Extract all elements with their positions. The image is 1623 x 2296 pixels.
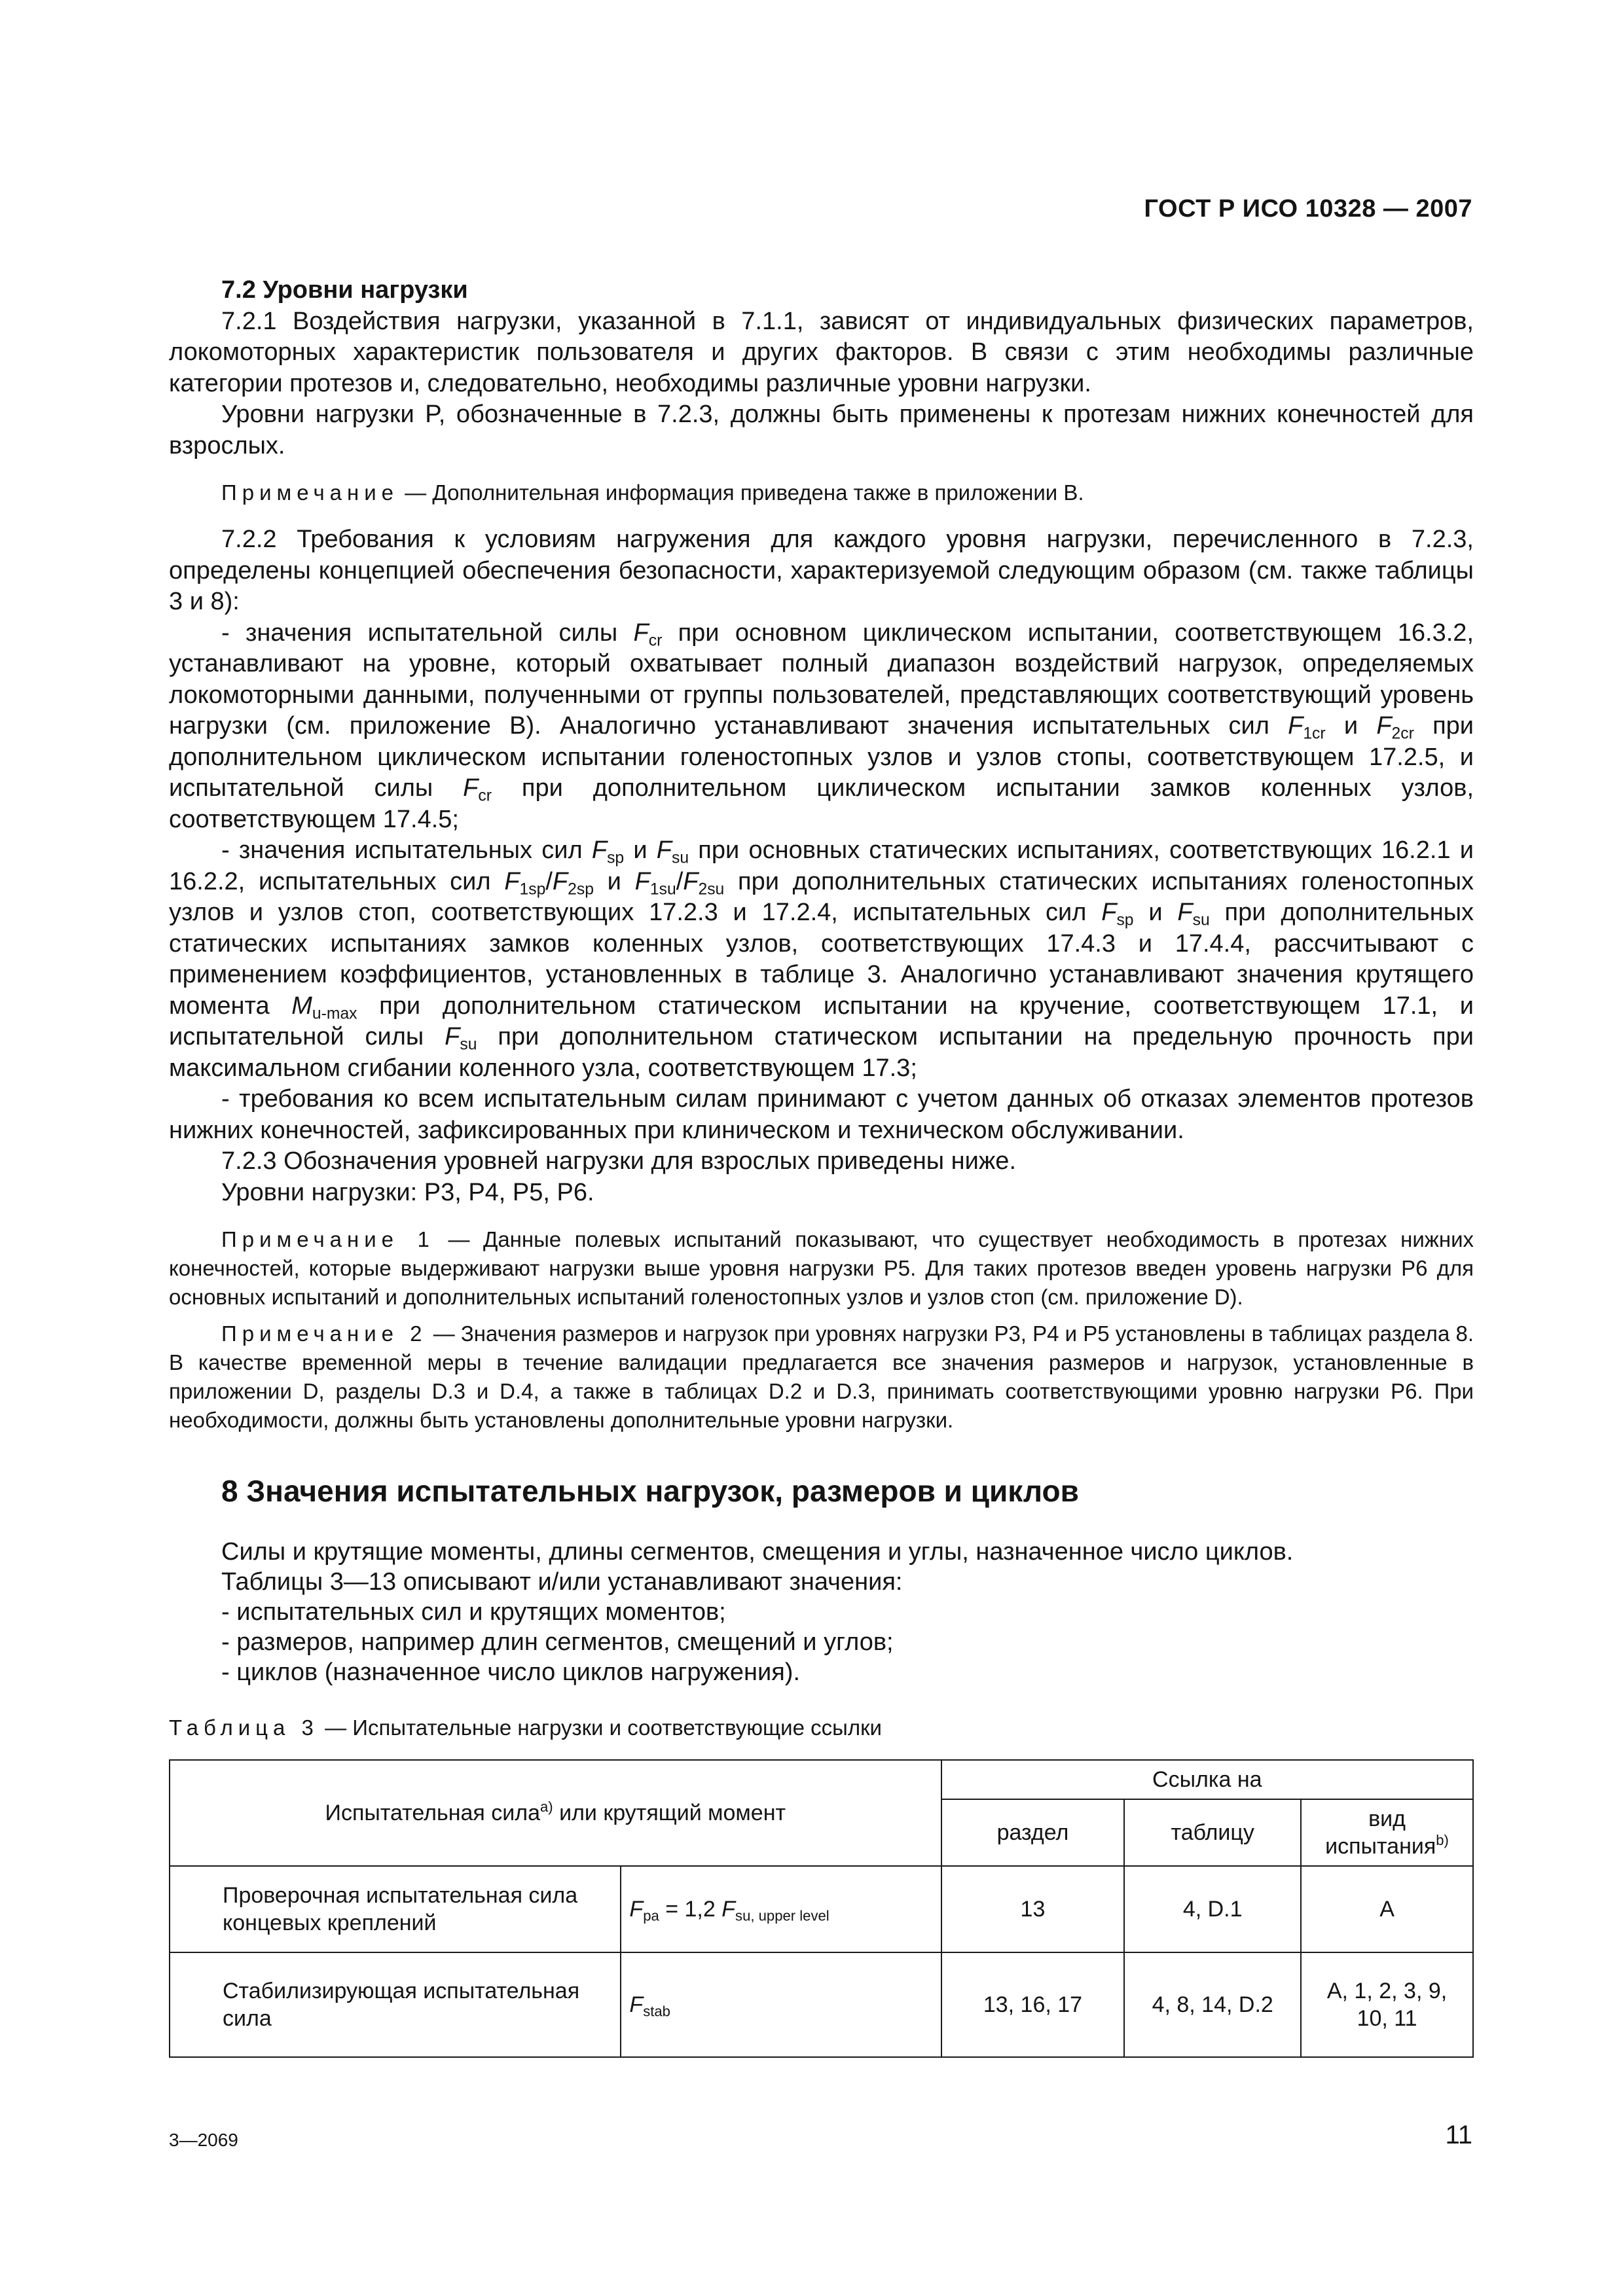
table-3 bbox=[169, 1759, 1474, 2058]
header-test-type: вид испытания$^{b)}$ bbox=[1301, 1799, 1473, 1866]
page-content bbox=[169, 275, 1474, 2058]
subsection-heading-7-2: 7.2 Уровни нагрузки bbox=[221, 276, 468, 304]
row-symbol: $F_{pa} = 1,2$ $F_{su, upper level}$ bbox=[621, 1866, 941, 1952]
table-caption: Таблица 3 — Испытательные нагрузки и соответствующие ссылки bbox=[169, 1715, 882, 1740]
note-2: Примечание 2 — Значения размеров и нагрузок при уровнях нагрузки P3, P4 и P5 установлены в таблицах раздела 8. В качестве временной меры в течение валидации предлагается все значения размеров и нагрузок, установленные в приложении D, разделы D.3 и D.4, а также в таблицах D.2 и D.3, принимать соответствующими уровню нагрузки P6. При необходимости, должны быть установлены дополнительные уровни нагрузки. bbox=[169, 1321, 1474, 1432]
document-header: ГОСТ Р ИСО 10328 — 2007 bbox=[1144, 195, 1472, 223]
load-levels: Уровни нагрузки: P3, P4, P5, P6. bbox=[221, 1178, 594, 1206]
table-row bbox=[170, 1952, 1473, 2057]
section-8-intro: Силы и крутящие моменты, длины сегментов, смещения и углы, назначенное число циклов. bbox=[221, 1538, 1294, 1566]
list-item: - испытательных сил и крутящих моментов; bbox=[221, 1598, 726, 1626]
paragraph-7-2-1-b: Уровни нагрузки P, обозначенные в 7.2.3, должны быть применены к протезам нижних конечностей для взрослых. bbox=[169, 401, 1474, 459]
row-name: Проверочная испытательная сила концевых креплений bbox=[170, 1866, 621, 1952]
list-item: - циклов (назначенное число циклов нагружения). bbox=[221, 1659, 801, 1686]
note: Примечание — Дополнительная информация приведена также в приложении B. bbox=[221, 480, 1084, 505]
header-reference: Ссылка на bbox=[941, 1760, 1473, 1799]
print-code: 3—2069 bbox=[169, 2130, 238, 2150]
bullet-cyclic: - значения испытательной силы $F_{cr}$ при основном циклическом испытании, соответствующем 16.3.2, устанавливают на уровне, который охватывает полный диапазон воздействий нагрузок, определяемых локомоторными данными, полученными от группы пользователей, представляющих соответствующий уровень нагрузки (см. приложение B). Аналогично устанавливают значения испытательных сил $F_{1cr}$ и $F_{2cr}$ при дополнительном циклическом испытании голеностопных узлов и узлов стопы, соответствующем 17.2.5, и испытательной силы $F_{cr}$ при дополнительном циклическом испытании замков коленных узлов, соответствующем 17.4.5; bbox=[169, 619, 1474, 833]
paragraph-7-2-1: 7.2.1 Воздействия нагрузки, указанной в 7.1.1, зависят от индивидуальных физических параметров, локомоторных характеристик пользователя и других факторов. В связи с этим необходимы различные категории протезов и, следовательно, необходимы различные уровни нагрузки. bbox=[169, 307, 1474, 397]
header-table: таблицу bbox=[1124, 1799, 1301, 1866]
row-section: 13 bbox=[941, 1866, 1125, 1952]
page-number: 11 bbox=[1445, 2121, 1472, 2149]
paragraph-7-2-2: 7.2.2 Требования к условиям нагружения для каждого уровня нагрузки, перечисленного в 7.2.3, определены концепцией обеспечения безопасности, характеризуемой следующим образом (см. также таблицы 3 и 8): bbox=[169, 526, 1474, 615]
list-item: - размеров, например длин сегментов, смещений и углов; bbox=[221, 1628, 894, 1656]
section-8-tables-intro: Таблицы 3—13 описывают и/или устанавливают значения: bbox=[221, 1568, 903, 1596]
header-force: Испытательная сила$^{a)}$ или крутящий момент bbox=[170, 1760, 941, 1866]
row-table: 4, 8, 14, D.2 bbox=[1124, 1952, 1301, 2057]
paragraph-7-2-3: 7.2.3 Обозначения уровней нагрузки для взрослых приведены ниже. bbox=[221, 1147, 1016, 1175]
row-name: Стабилизирующая испытательная сила bbox=[170, 1952, 621, 2057]
row-section: 13, 16, 17 bbox=[941, 1952, 1125, 2057]
row-type: A bbox=[1301, 1866, 1473, 1952]
note-1: Примечание 1 — Данные полевых испытаний показывают, что существует необходимость в протезах нижних конечностей, которые выдерживают нагрузки выше уровня нагрузки P5. Для таких протезов введен уровень нагрузки P6 для основных испытаний и дополнительных испытаний голеностопных узлов и узлов стоп (см. приложение D). bbox=[169, 1227, 1474, 1309]
row-symbol: $F_{stab}$ bbox=[621, 1952, 941, 2057]
row-type: A, 1, 2, 3, 9, 10, 11 bbox=[1301, 1952, 1473, 2057]
header-section: раздел bbox=[941, 1799, 1125, 1866]
bullet-failures: - требования ко всем испытательным силам принимают с учетом данных об отказах элементов протезов нижних конечностей, зафиксированных при клиническом и техническом обслуживании. bbox=[169, 1085, 1474, 1144]
bullet-static: - значения испытательных сил $F_{sp}$ и $F_{su}$ при основных статических испытаниях, соответствующих 16.2.1 и 16.2.2, испытательных сил $F_{1sp}/F_{2sp}$ и $F_{1su}/F_{2su}$ при дополнительных статических испытаниях голеностопных узлов и узлов стоп, соответствующих 17.2.3 и 17.2.4, испытательных сил $F_{sp}$ и $F_{su}$ при дополнительных статических испытаниях замков коленных узлов, соответствующих 17.4.3 и 17.4.4, рассчитывают с применением коэффициентов, установленных в таблице 3. Аналогично устанавливают значения крутящего момента $M_{u-max}$ при дополнительном статическом испытании на кручение, соответствующем 17.1, и испытательной силы $F_{su}$ при дополнительном статическом испытании на предельную прочность при максимальном сгибании коленного узла, соответствующем 17.3; bbox=[169, 836, 1474, 1082]
section-heading-8: 8 Значения испытательных нагрузок, размеров и циклов bbox=[221, 1474, 1079, 1508]
row-table: 4, D.1 bbox=[1124, 1866, 1301, 1952]
table-row bbox=[170, 1866, 1473, 1952]
